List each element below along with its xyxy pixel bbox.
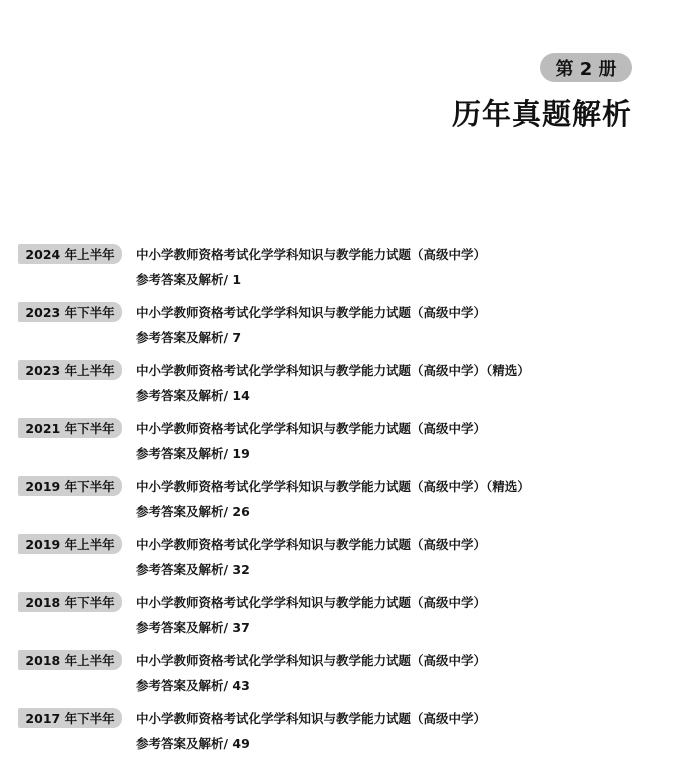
period-tag: 2019 年上半年 xyxy=(18,534,122,554)
answer-page-ref[interactable]: 参考答案及解析/ 1 xyxy=(136,272,242,287)
period-tag: 2024 年上半年 xyxy=(18,244,122,264)
page-title: 历年真题解析 xyxy=(451,97,632,131)
toc-entry[interactable] xyxy=(18,534,638,584)
answer-page-ref[interactable]: 参考答案及解析/ 7 xyxy=(136,330,242,345)
period-tag: 2017 年下半年 xyxy=(18,708,122,728)
exam-title: 中小学教师资格考试化学学科知识与教学能力试题（高级中学） xyxy=(136,537,487,552)
exam-title: 中小学教师资格考试化学学科知识与教学能力试题（高级中学） xyxy=(136,421,487,436)
toc-entry[interactable] xyxy=(18,650,638,700)
toc-entry[interactable] xyxy=(18,244,638,294)
period-tag: 2023 年下半年 xyxy=(18,302,122,322)
exam-title: 中小学教师资格考试化学学科知识与教学能力试题（高级中学） xyxy=(136,595,487,610)
toc-entry[interactable] xyxy=(18,476,638,526)
toc-entry[interactable] xyxy=(18,708,638,758)
toc-entry[interactable] xyxy=(18,592,638,642)
answer-page-ref[interactable]: 参考答案及解析/ 26 xyxy=(136,504,250,519)
exam-title: 中小学教师资格考试化学学科知识与教学能力试题（高级中学） xyxy=(136,247,487,262)
exam-title: 中小学教师资格考试化学学科知识与教学能力试题（高级中学） xyxy=(136,653,487,668)
volume-badge: 第 2 册 xyxy=(540,53,632,82)
exam-title: 中小学教师资格考试化学学科知识与教学能力试题（高级中学） xyxy=(136,711,487,726)
period-tag: 2019 年下半年 xyxy=(18,476,122,496)
answer-page-ref[interactable]: 参考答案及解析/ 19 xyxy=(136,446,250,461)
answer-page-ref[interactable]: 参考答案及解析/ 43 xyxy=(136,678,250,693)
toc-entry[interactable] xyxy=(18,418,638,468)
toc-entry[interactable] xyxy=(18,360,638,410)
toc-entry[interactable] xyxy=(18,302,638,352)
answer-page-ref[interactable]: 参考答案及解析/ 32 xyxy=(136,562,250,577)
answer-page-ref[interactable]: 参考答案及解析/ 37 xyxy=(136,620,250,635)
exam-title: 中小学教师资格考试化学学科知识与教学能力试题（高级中学）（精选） xyxy=(136,479,530,494)
period-tag: 2018 年上半年 xyxy=(18,650,122,670)
period-tag: 2018 年下半年 xyxy=(18,592,122,612)
period-tag: 2023 年上半年 xyxy=(18,360,122,380)
exam-title: 中小学教师资格考试化学学科知识与教学能力试题（高级中学） xyxy=(136,305,487,320)
answer-page-ref[interactable]: 参考答案及解析/ 14 xyxy=(136,388,250,403)
period-tag: 2021 年下半年 xyxy=(18,418,122,438)
answer-page-ref[interactable]: 参考答案及解析/ 49 xyxy=(136,736,250,751)
exam-title: 中小学教师资格考试化学学科知识与教学能力试题（高级中学）（精选） xyxy=(136,363,530,378)
